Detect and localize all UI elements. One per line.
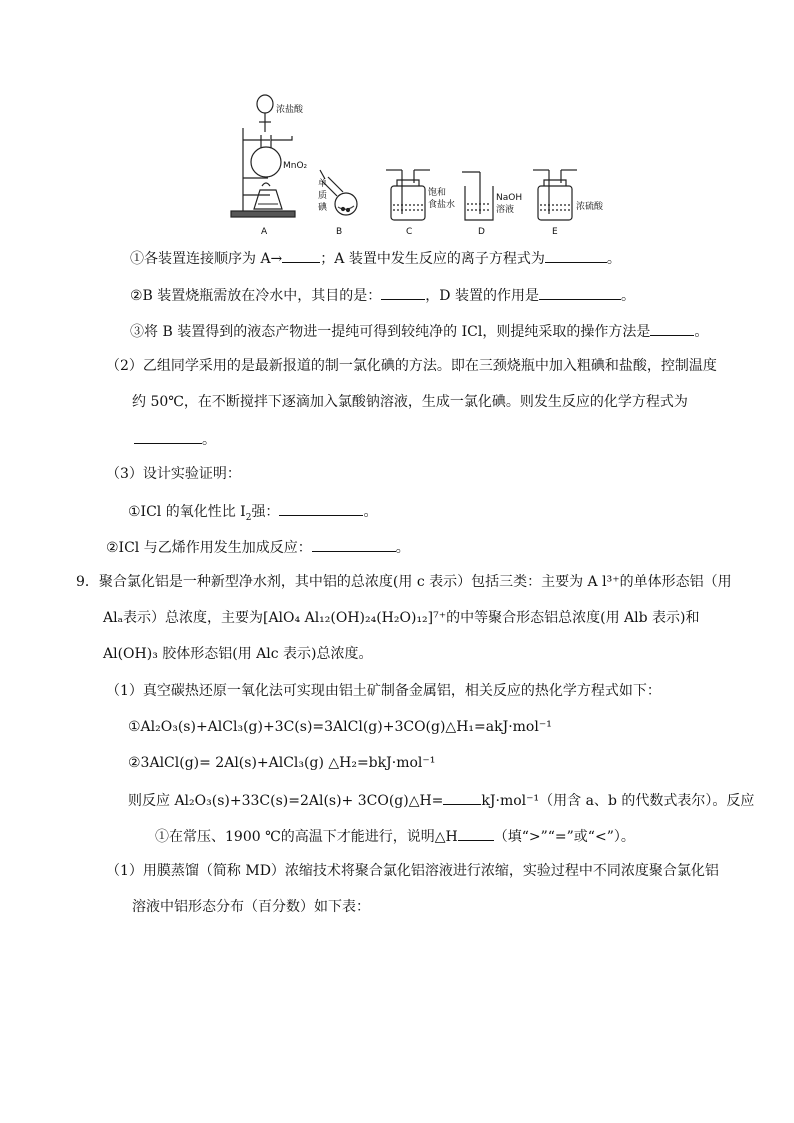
q8-sub1-text-a: ①各装置连接顺序为 A→ (130, 251, 283, 267)
q8-sub3-text: ③将 B 装置得到的液态产物进一提纯可得到较纯净的 ICl，则提纯采取的操作方法是 (130, 324, 651, 340)
q9-part2-line2: 溶液中铝形态分布（百分数）如下表： (132, 899, 370, 915)
q8-part3-sub1-text-b: 强： (251, 504, 280, 520)
apparatus-c (386, 170, 430, 220)
caption-d: D (478, 227, 485, 237)
answer-blank[interactable] (312, 537, 396, 552)
label-h2so4: 浓硫酸 (576, 202, 604, 212)
q9-part1: （1）真空碳热还原一氧化法可实现由铝土矿制备金属铝，相关反应的热化学方程式如下： (106, 683, 661, 699)
q8-part3-sub2-end: 。 (395, 540, 410, 556)
label-naoh-2: 溶液 (496, 205, 515, 215)
q9-line1: 9．聚合氯化铝是一种新型净水剂，其中铝的总浓度(用 c 表示）包括三类：主要为 A l³⁺的单体形态铝（用 (76, 574, 732, 590)
q8-sub3-end: 。 (694, 324, 709, 340)
q8-sub1-end: 。 (606, 251, 621, 267)
answer-blank[interactable] (279, 501, 363, 516)
q9-line2: Alₐ表示）总浓度，主要为[AlO₄ Al₁₂(OH)₂₄(H₂O)₁₂]⁷⁺的中等聚合形态铝总浓度(用 Alb 表示)和 (103, 610, 700, 626)
q8-sub1-text-b: ；A 装置中发生反应的离子方程式为 (320, 251, 545, 267)
apparatus-d (462, 172, 493, 220)
q9-equation-2: ②3AlCl(g)= 2Al(s)+AlCl₃(g) △H₂=bkJ·mol⁻¹ (128, 755, 436, 771)
q8-part3-sub2-text: ②ICl 与乙烯作用发生加成反应： (106, 540, 312, 556)
q8-sub2-end: 。 (620, 288, 635, 304)
q9-equation-3-text-a: 则反应 Al₂O₃(s)+33C(s)=2Al(s)+ 3CO(g)△H= (128, 793, 444, 809)
q8-part2-end: 。 (202, 432, 216, 448)
apparatus-e (533, 170, 577, 220)
q9-condition (155, 826, 635, 846)
subscript-2: 2 (245, 512, 252, 523)
answer-blank[interactable] (134, 429, 202, 444)
q9-line3: Al(OH)₃ 胶体形态铝(用 Alc 表示)总浓度。 (103, 646, 373, 662)
label-iodine-2: 质 (318, 191, 328, 201)
answer-blank[interactable] (282, 248, 320, 263)
label-iodine-1: 单 (318, 179, 328, 189)
answer-blank[interactable] (539, 285, 621, 300)
answer-blank[interactable] (650, 321, 694, 336)
q8-part3-sub1-end: 。 (363, 504, 378, 520)
caption-e: E (552, 227, 558, 237)
q9-part2-line1: （1）用膜蒸馏（简称 MD）浓缩技术将聚合氯化铝溶液进行浓缩，实验过程中不同浓度聚合氯化铝 (106, 863, 719, 879)
answer-blank[interactable] (381, 285, 425, 300)
label-naoh-1: NaOH (496, 193, 523, 203)
q8-sub3 (130, 321, 708, 341)
q8-part2-answer (134, 429, 216, 449)
q8-sub2-text-a: ②B 装置烧瓶需放在冷水中，其目的是： (130, 288, 382, 304)
q8-part3: （3）设计实验证明： (106, 466, 241, 482)
q8-part2-line1: （2）乙组同学采用的是最新报道的制一氯化碘的方法。即在三颈烧瓶中加入粗碘和盐酸，控制温度 (106, 358, 717, 374)
caption-a: A (261, 227, 268, 237)
label-nacl-2: 食盐水 (428, 200, 456, 210)
apparatus-figure (0, 0, 794, 240)
label-iodine-3: 碘 (318, 203, 328, 213)
q8-part2-line2: 约 50℃，在不断搅拌下逐滴加入氯酸钠溶液，生成一氯化碘。则发生反应的化学方程式为 (132, 394, 688, 410)
q9-condition-text-b: （填“>”“=”或“<”）。 (493, 829, 635, 845)
answer-blank[interactable] (545, 248, 607, 263)
q8-sub2-text-b: ，D 装置的作用是 (425, 288, 539, 304)
q9-equation-1: ①Al₂O₃(s)+AlCl₃(g)+3C(s)=3AlCl(g)+3CO(g)△H₁=akJ·mol⁻¹ (128, 719, 552, 735)
q9-condition-text-a: ①在常压、1900 ℃的高温下才能进行，说明△H (155, 829, 458, 845)
label-mno2: MnO₂ (283, 161, 308, 171)
label-nacl-1: 饱和 (428, 188, 447, 198)
q8-part3-sub1 (128, 501, 377, 521)
q9-equation-3-text-b: kJ·mol⁻¹（用含 a、b 的代数式表尔）。反应 (481, 793, 755, 809)
answer-blank[interactable] (443, 790, 481, 805)
q8-part3-sub1-text-a: ①ICl 的氧化性比 I (128, 504, 246, 520)
q8-part3-sub2 (106, 537, 410, 557)
q8-sub2 (130, 285, 635, 305)
label-hcl: 浓盐酸 (276, 105, 304, 115)
caption-b: B (336, 227, 343, 237)
caption-c: C (406, 227, 413, 237)
answer-blank[interactable] (458, 826, 494, 841)
q8-sub1 (130, 248, 621, 268)
q9-equation-3 (128, 790, 754, 810)
